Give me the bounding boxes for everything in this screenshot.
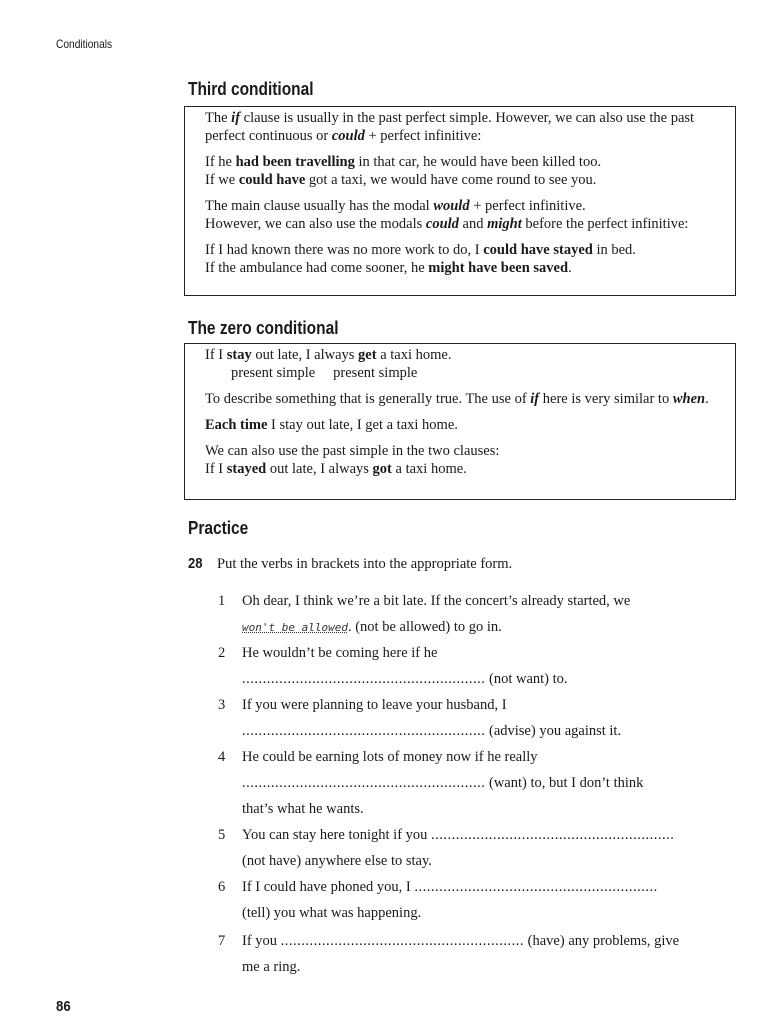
page-number: 86 [56,998,71,1015]
answer-blank[interactable]: ........................................................... [242,775,486,791]
third-conditional-box [184,106,736,296]
tense-label-if: present simple [231,365,316,381]
third-examples-2: If I had known there was no more work to do, I could have stayed in bed. If the ambulance had come sooner, he might have been saved. [205,242,636,276]
exercise-instruction: 28 Put the verbs in brackets into the appropriate form. [188,556,513,572]
answer-blank[interactable]: ........................................................... [242,723,486,739]
third-rule-2: The main clause usually has the modal would + perfect infinitive. However, we can also use the modals could and might before the perfect infinitive: [205,198,689,232]
zero-example-1: If I stay out late, I always get a taxi home. present simple present simple [205,347,452,381]
answer-field[interactable]: won't be allowed [242,621,348,634]
zero-conditional-heading: The zero conditional [188,318,339,338]
answer-blank[interactable]: ........................................................... [414,879,658,895]
exercise-item-3: 3 If you were planning to leave your husband, I ........................................................... (advise) you against it. [218,697,622,739]
running-head: Conditionals [56,37,113,51]
exercise-item-4: 4 He could be earning lots of money now if he really ........................................................... (want) to, but I don’t think that’s what he wants. [218,749,644,817]
zero-example-2: Each time I stay out late, I get a taxi home. [205,417,458,433]
zero-rule-1: To describe something that is generally true. The use of if here is very similar to when. [205,391,709,407]
answer-blank[interactable]: ........................................................... [242,671,486,687]
answer-blank[interactable]: ........................................................... [431,827,675,843]
exercise-item-7: 7 If you ........................................................... (have) any problems, give me a ring. [218,933,680,975]
tense-label-main: present simple [333,365,418,381]
third-examples-1: If he had been travelling in that car, he would have been killed too. If we could have got a taxi, we would have come round to see you. [205,154,602,188]
exercise-item-5: 5 You can stay here tonight if you ........................................................... (not have) anywhere else to stay. [218,827,675,869]
third-rule-1: The if clause is usually in the past perfect simple. However, we can also use the past perfect continuous or could + perfect infinitive: [205,110,695,144]
exercise-number: 28 [188,556,203,572]
answer-blank[interactable]: ........................................................... [280,933,525,949]
third-conditional-heading: Third conditional [188,79,314,99]
practice-heading: Practice [188,518,249,538]
zero-rule-2: We can also use the past simple in the two clauses: If I stayed out late, I always got a taxi home. [205,443,500,477]
exercise-item-6: 6 If I could have phoned you, I ........................................................... (tell) you what was happening. [218,879,658,921]
exercise-item-2: 2 He wouldn’t be coming here if he ........................................................... (not want) to. [218,645,568,687]
zero-conditional-box [184,343,736,500]
exercise-item-1: 1 Oh dear, I think we’re a bit late. If the concert’s already started, we won't be allowed. (not be allowed) to go in. [218,593,631,635]
